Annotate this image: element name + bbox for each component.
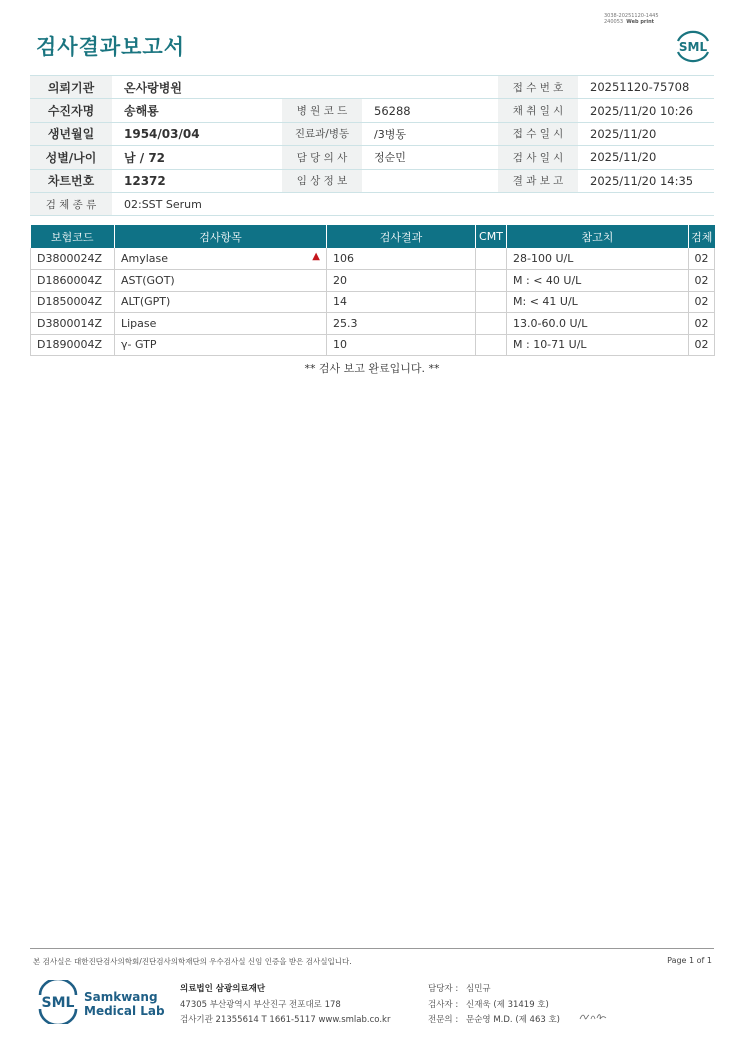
- report-value: 2025/11/20 14:35: [578, 169, 714, 192]
- doc-code-line1: 3038-20251120-1445: [604, 13, 659, 19]
- info-row: [30, 146, 714, 169]
- chart-value: 12372: [112, 169, 282, 192]
- reference-range: M : 10-71 U/L: [507, 334, 689, 356]
- page-number: Page 1 of 1: [667, 956, 712, 965]
- document-code: [604, 13, 659, 25]
- report-label: 결 과 보 고: [498, 169, 578, 192]
- signature-icon: [578, 1010, 608, 1024]
- doc-code-id: 240053: [604, 19, 624, 25]
- organization-info: [180, 982, 390, 1029]
- test-result: 14: [327, 291, 476, 313]
- test-cmt: [476, 334, 507, 356]
- test-result: 25.3: [327, 313, 476, 335]
- dept-label: 진료과/병동: [282, 122, 362, 145]
- staff-row: [428, 1013, 560, 1029]
- info-row: [30, 99, 714, 122]
- sexage-value: 남 / 72: [112, 146, 282, 169]
- col-header-code: 보험코드: [31, 225, 115, 248]
- staff-role: 검사자 :: [428, 999, 459, 1010]
- test-item-name: Amylase: [121, 252, 169, 265]
- test-date-value: 2025/11/20: [578, 146, 714, 169]
- test-item: Lipase: [115, 313, 327, 335]
- sml-logo-text: SML: [678, 40, 708, 54]
- specimen-code: 02: [689, 248, 715, 270]
- clinical-label: 임 상 정 보: [282, 169, 362, 192]
- table-row: [31, 334, 715, 356]
- specimen-value: 02:SST Serum: [112, 192, 714, 215]
- table-row: [31, 313, 715, 335]
- specimen-code: 02: [689, 270, 715, 292]
- report-complete-note: ** 검사 보고 완료입니다. **: [304, 362, 440, 375]
- specimen-label: 검 체 종 류: [30, 192, 112, 215]
- receipt-date-label: 접 수 일 시: [498, 122, 578, 145]
- test-result: 20: [327, 270, 476, 292]
- test-cmt: [476, 248, 507, 270]
- insurance-code: D1860004Z: [31, 270, 115, 292]
- sml-footer-logo-icon: [36, 980, 80, 1024]
- abnormal-high-icon: ▲: [312, 251, 320, 262]
- dob-value: 1954/03/04: [112, 122, 282, 145]
- staff-role: 담당자 :: [428, 984, 459, 994]
- reference-range: M : < 40 U/L: [507, 270, 689, 292]
- patient-label: 수진자명: [30, 99, 112, 122]
- staff-info: [428, 982, 560, 1029]
- doctor-value: 정순민: [362, 146, 498, 169]
- insurance-code: D1850004Z: [31, 291, 115, 313]
- footer-divider: [30, 948, 714, 949]
- reference-range: 28-100 U/L: [507, 248, 689, 270]
- staff-row: [428, 982, 560, 998]
- hosp-code-value: 56288: [362, 99, 498, 122]
- results-table: [30, 225, 715, 356]
- col-header-cmt: CMT: [476, 225, 507, 248]
- col-header-result: 검사결과: [327, 225, 476, 248]
- test-cmt: [476, 291, 507, 313]
- specimen-code: 02: [689, 334, 715, 356]
- table-row: [31, 248, 715, 270]
- info-row: [30, 122, 714, 145]
- reference-range: 13.0-60.0 U/L: [507, 313, 689, 335]
- sml-logo-icon: [672, 27, 714, 65]
- brand-line2: Medical Lab: [84, 1004, 165, 1018]
- web-print-label: Web print: [626, 19, 655, 25]
- hospital-label: 의뢰기관: [30, 76, 112, 99]
- patient-value: 송해룡: [112, 99, 282, 122]
- certification-note: 본 검사실은 대한진단검사의학회/진단검사의학재단의 우수검사실 신임 인증을 받은 검사실입니다.: [33, 957, 352, 966]
- test-item: [115, 248, 327, 270]
- test-result: 106: [327, 248, 476, 270]
- brand-line1: Samkwang: [84, 990, 158, 1004]
- brand-name: [84, 990, 165, 1018]
- collect-label: 채 취 일 시: [498, 99, 578, 122]
- collect-value: 2025/11/20 10:26: [578, 99, 714, 122]
- staff-role: 전문의 :: [428, 1015, 459, 1025]
- page-title: 검사결과보고서: [36, 35, 186, 59]
- test-date-label: 검 사 일 시: [498, 146, 578, 169]
- results-header-row: [31, 225, 715, 248]
- test-cmt: [476, 313, 507, 335]
- specimen-code: 02: [689, 313, 715, 335]
- org-name: 의료법인 삼광의료재단: [180, 984, 266, 994]
- test-cmt: [476, 270, 507, 292]
- staff-name: 신재욱 (제 31419 호): [466, 999, 549, 1010]
- doctor-label: 담 당 의 사: [282, 146, 362, 169]
- sexage-label: 성별/나이: [30, 146, 112, 169]
- info-row: [30, 169, 714, 192]
- org-contact: 검사기관 21355614 T 1661-5117 www.smlab.co.kr: [180, 1015, 391, 1025]
- sml-footer-logo-text: SML: [41, 995, 75, 1011]
- insurance-code: D1890004Z: [31, 334, 115, 356]
- chart-label: 차트번호: [30, 169, 112, 192]
- hosp-code-label: 병 원 코 드: [282, 99, 362, 122]
- reference-range: M: < 41 U/L: [507, 291, 689, 313]
- col-header-item: 검사항목: [115, 225, 327, 248]
- receipt-no-value: 20251120-75708: [578, 76, 714, 99]
- receipt-no-label: 접 수 번 호: [498, 76, 578, 99]
- test-result: 10: [327, 334, 476, 356]
- specimen-code: 02: [689, 291, 715, 313]
- table-row: [31, 270, 715, 292]
- staff-name: 심민규: [466, 984, 491, 994]
- col-header-reference: 참고치: [507, 225, 689, 248]
- insurance-code: D3800024Z: [31, 248, 115, 270]
- test-item: γ- GTP: [115, 334, 327, 356]
- table-row: [31, 291, 715, 313]
- org-address: 47305 부산광역시 부산진구 전포대로 178: [180, 999, 341, 1010]
- info-row: [30, 192, 714, 215]
- col-header-specimen: 검체: [689, 225, 715, 248]
- staff-row: [428, 998, 560, 1014]
- hospital-value: 온사랑병원: [112, 76, 498, 99]
- test-item: AST(GOT): [115, 270, 327, 292]
- insurance-code: D3800014Z: [31, 313, 115, 335]
- patient-info-table: [30, 75, 714, 216]
- test-item: ALT(GPT): [115, 291, 327, 313]
- info-row: [30, 76, 714, 99]
- receipt-date-value: 2025/11/20: [578, 122, 714, 145]
- dept-value: /3병동: [362, 122, 498, 145]
- dob-label: 생년월일: [30, 122, 112, 145]
- clinical-value: [362, 169, 498, 192]
- staff-name: 문순영 M.D. (제 463 호): [466, 1015, 561, 1025]
